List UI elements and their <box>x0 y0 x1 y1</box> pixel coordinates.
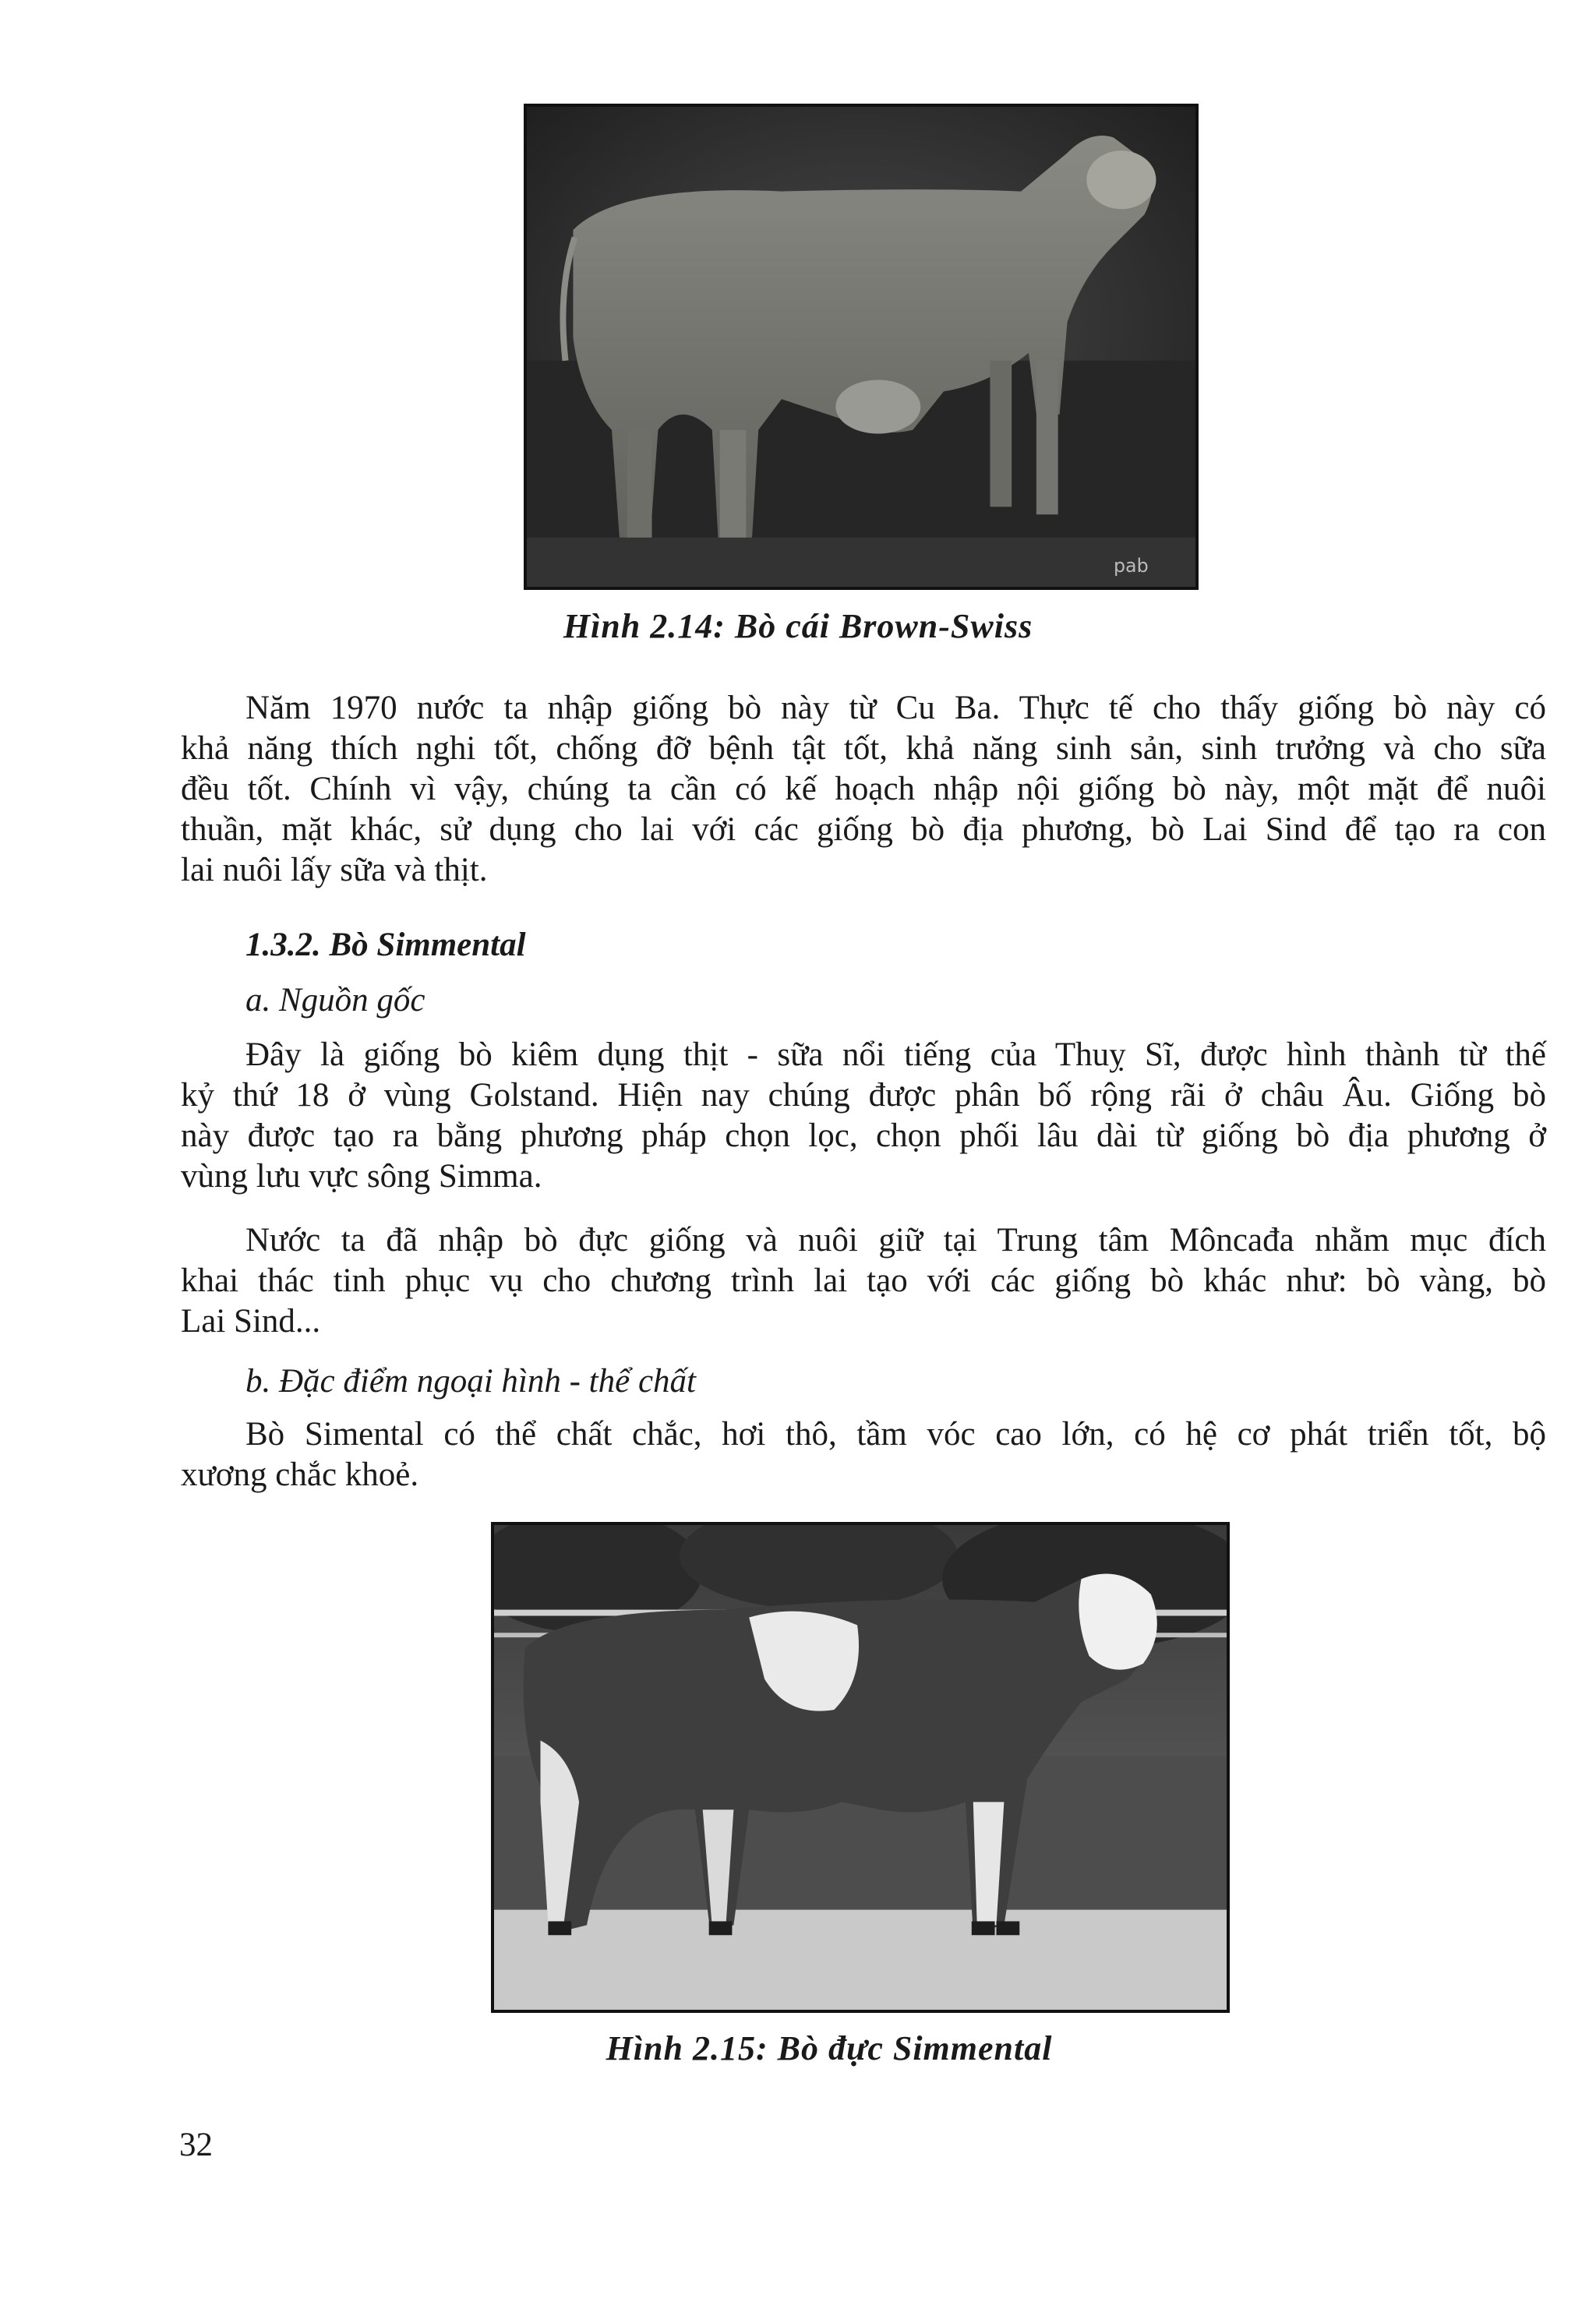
figure-caption: Hình 2.15: Bò đực Simmental <box>606 2029 1053 2067</box>
subheading: a. Nguồn gốc <box>245 982 425 1019</box>
paragraph <box>181 688 1546 891</box>
simmental-bull-photo <box>491 1522 1230 2013</box>
bull-photo-icon <box>494 1525 1227 2010</box>
text-line: xương chắc khoẻ. <box>181 1456 419 1493</box>
subheading: b. Đặc điểm ngoại hình - thể chất <box>245 1363 697 1400</box>
text-line: Lai Sind... <box>181 1303 321 1340</box>
text-line: thuần, mặt khác, sử dụng cho lai với các giống bò địa phương, bò Lai Sind để tạo ra con <box>181 811 1546 848</box>
text-line: Đây là giống bò kiêm dụng thịt - sữa nổi tiếng của Thuỵ Sĩ, được hình thành từ thế <box>245 1036 1546 1073</box>
paragraph <box>181 1414 1546 1495</box>
text-line: vùng lưu vực sông Simma. <box>181 1158 542 1195</box>
text-line: khả năng thích nghi tốt, chống đỡ bệnh tật tốt, khả năng sinh sản, sinh trưởng và cho sữa <box>181 730 1546 767</box>
section-heading: 1.3.2. Bò Simmental <box>245 927 526 963</box>
page-number: 32 <box>179 2127 213 2163</box>
text-line: đều tốt. Chính vì vậy, chúng ta cần có kế hoạch nhập nội giống bò này, một mặt để nuôi <box>181 771 1546 807</box>
photo-mark: pab <box>1113 555 1149 577</box>
text-line: Bò Simental có thể chất chắc, hơi thô, tầm vóc cao lớn, có hệ cơ phát triển tốt, bộ <box>245 1416 1546 1453</box>
text-line: khai thác tinh phục vụ cho chương trình lai tạo với các giống bò khác như: bò vàng, bò <box>181 1262 1546 1299</box>
text-line: Năm 1970 nước ta nhập giống bò này từ Cu Ba. Thực tế cho thấy giống bò này có <box>245 690 1546 726</box>
brown-swiss-cow-photo <box>524 104 1199 590</box>
text-line: Nước ta đã nhập bò đực giống và nuôi giữ tại Trung tâm Môncađa nhằm mục đích <box>245 1222 1546 1259</box>
figure-caption: Hình 2.14: Bò cái Brown-Swiss <box>563 607 1033 645</box>
paragraph <box>181 1035 1546 1197</box>
text-line: kỷ thứ 18 ở vùng Golstand. Hiện nay chúng được phân bố rộng rãi ở châu Âu. Giống bò <box>181 1077 1546 1114</box>
text-line: lai nuôi lấy sữa và thịt. <box>181 852 488 888</box>
text-line: này được tạo ra bằng phương pháp chọn lọc, chọn phối lâu dài từ giống bò địa phương ở <box>181 1117 1546 1154</box>
paragraph <box>181 1220 1546 1342</box>
cow-photo-icon <box>527 107 1195 587</box>
